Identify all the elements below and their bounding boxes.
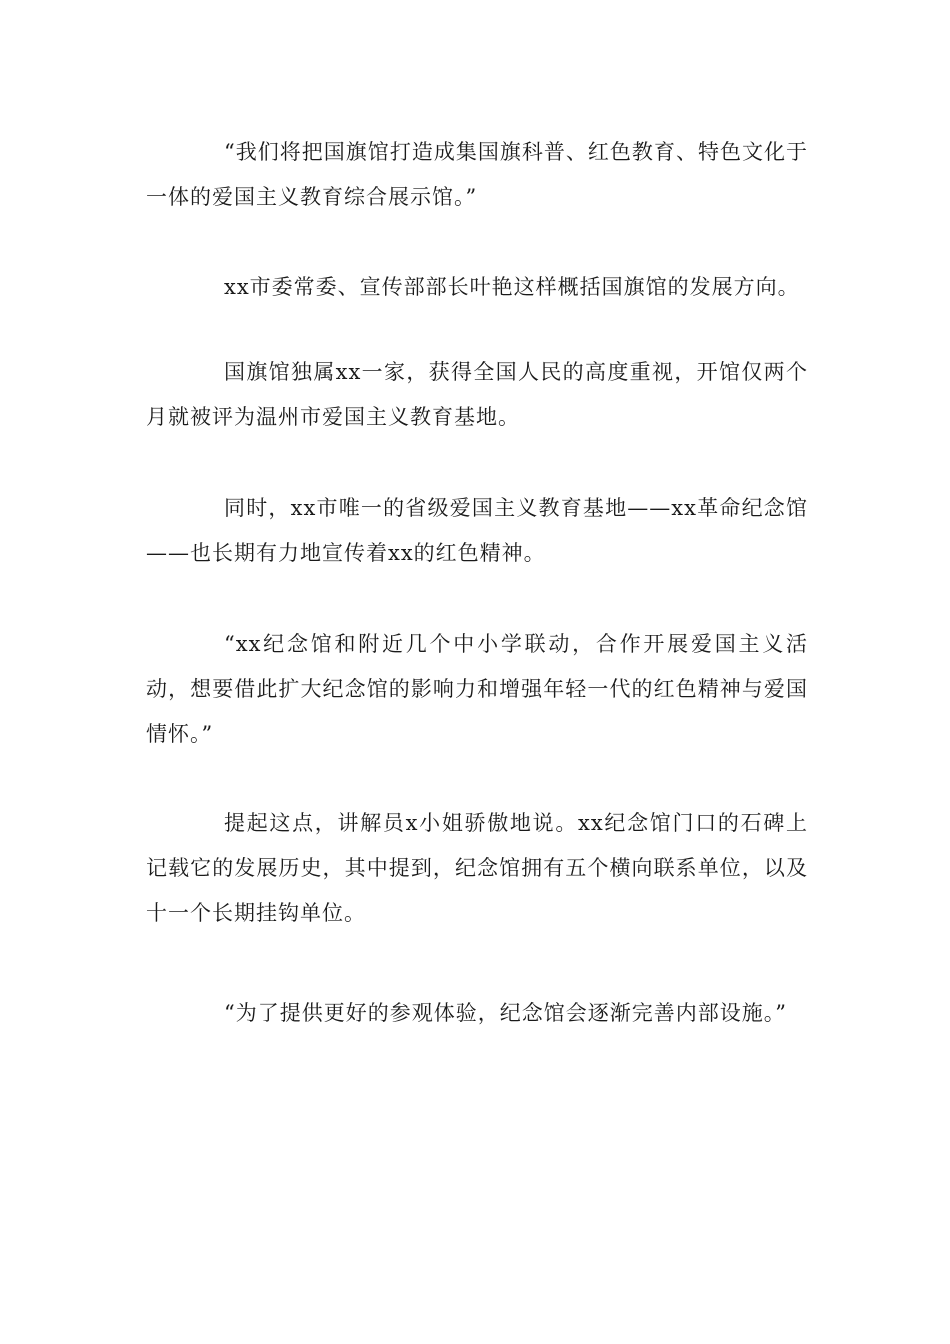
paragraph-1: “我们将把国旗馆打造成集国旗科普、红色教育、特色文化于一体的爱国主义教育综合展示馆。” bbox=[146, 140, 808, 209]
paragraph-6: 提起这点，讲解员x小姐骄傲地说。xx纪念馆门口的石碑上记载它的发展历史，其中提到，纪念馆拥有五个横向联系单位，以及十一个长期挂钩单位。 bbox=[146, 811, 808, 925]
paragraph-5: “xx纪念馆和附近几个中小学联动，合作开展爱国主义活动，想要借此扩大纪念馆的影响力和增强年轻一代的红色精神与爱国情怀。” bbox=[146, 632, 808, 746]
paragraph-4: 同时，xx市唯一的省级爱国主义教育基地——xx革命纪念馆——也长期有力地宣传着xx的红色精神。 bbox=[146, 496, 808, 565]
paragraph-2: xx市委常委、宣传部部长叶艳这样概括国旗馆的发展方向。 bbox=[224, 275, 800, 299]
paragraph-7: “为了提供更好的参观体验，纪念馆会逐渐完善内部设施。” bbox=[224, 1001, 787, 1025]
paragraph-3: 国旗馆独属xx一家，获得全国人民的高度重视，开馆仅两个月就被评为温州市爱国主义教育基地。 bbox=[146, 360, 808, 429]
